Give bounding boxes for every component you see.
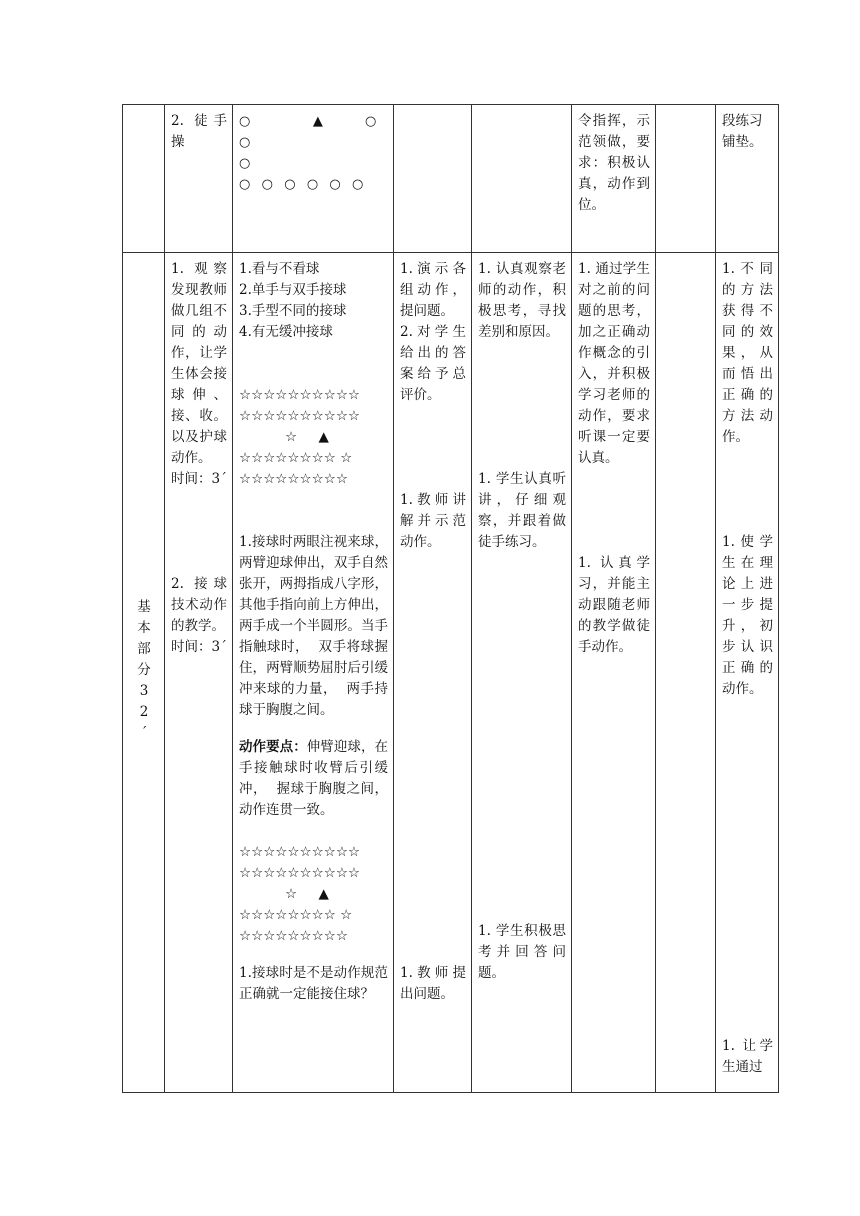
teacher-activity: 1.教师讲解并示范动作。 [400, 492, 466, 550]
table-row [123, 253, 779, 1093]
formation-line: ☆☆☆☆☆☆☆☆ ☆ [239, 907, 353, 923]
method-list-item: 3.手型不同的接球 [239, 303, 347, 319]
content-text: 2. 徒手操 [171, 113, 227, 150]
student-cell [472, 253, 572, 1093]
method-explanation: 1.接球时两眼注视来球，两臂迎球伸出，双手自然张开，两拇指成八字形，其他手指向前上方伸出， 两手成一个半圆形。当手指触球时， 双手将球握住，两臂顺势屈肘后引缓冲来球的力量， 两手持球于胸腹之间。 [239, 534, 397, 718]
requirement-cell [572, 253, 656, 1093]
content-item: 2. 接球技术动作的教学。 [171, 576, 227, 634]
formation-line: ○ ▲ ○ [239, 114, 378, 129]
key-points [239, 737, 388, 821]
formation-line: ☆☆☆☆☆☆☆☆☆☆ [239, 408, 361, 424]
purpose-cell [716, 253, 779, 1093]
requirement-text: 1. 通过学生对之前的问题的思考，加之正确动作概念的引入，并积极学习老师的动作，要求听课一定要认真。 [578, 261, 650, 466]
teacher-cell [394, 253, 472, 1093]
purpose-text: 1.使学生在理论上进一步提升，初步认识正确的动作。 [722, 534, 773, 697]
method-question: 1.接球时是不是动作规范正确就一定能接住球？ [239, 965, 388, 1002]
purpose-cell [716, 105, 779, 253]
teacher-cell [394, 105, 472, 253]
method-list-item: 1.看与不看球 [239, 261, 320, 277]
purpose-text: 段练习铺垫。 [722, 113, 763, 150]
formation-line: ☆☆☆☆☆☆☆☆☆ [239, 471, 348, 487]
lesson-plan-table [122, 104, 779, 1093]
content-cell [165, 253, 233, 1093]
formation-line: ☆ ▲ [285, 886, 329, 902]
requirement-text: 令指挥，示范领做，要求：积极认真，动作到位。 [578, 113, 650, 213]
requirement-text: 1. 认真学习，并能主动跟随老师的教学做徒手动作。 [578, 555, 650, 655]
section-label-cell [123, 253, 165, 1093]
time-label: 时间：3´ [171, 639, 227, 655]
teacher-activity: 1.演示各组动作，提问题。 [400, 261, 466, 319]
time-label: 时间：3´ [171, 471, 227, 487]
formation-line: ○ ○ [239, 135, 396, 171]
formation-line: ☆☆☆☆☆☆☆☆☆☆ [239, 865, 361, 881]
empty-cell [656, 253, 716, 1093]
key-points-label: 动作要点： [239, 739, 307, 755]
method-cell [233, 253, 397, 1093]
formation-line: ☆ ▲ [285, 429, 329, 445]
content-cell [165, 105, 233, 253]
formation-line: ○ ○ ○ ○ ○ ○ [239, 177, 365, 192]
section-label: 基本部分32´ [137, 599, 151, 741]
formation-line: ☆☆☆☆☆☆☆☆☆☆ [239, 844, 361, 860]
method-list-item: 2.单手与双手接球 [239, 282, 347, 298]
key-points-text: 伸臂迎球，在手接触球时收臂后引缓冲， 握球于胸腹之间，动作连贯一致。 [239, 739, 388, 818]
student-cell [472, 105, 572, 253]
method-list-item: 4.有无缓冲接球 [239, 324, 333, 340]
student-activity: 1. 学生认真听讲，仔细观察，并跟着做徒手练习。 [478, 471, 566, 550]
section-cell [123, 105, 165, 253]
formation-line: ☆☆☆☆☆☆☆☆ ☆ [239, 450, 353, 466]
requirement-cell [572, 105, 656, 253]
teacher-activity: 2.对学生给出的答案给予总评价。 [400, 324, 466, 403]
empty-cell [656, 105, 716, 253]
purpose-text: 1. 让学生通过 [722, 1038, 773, 1075]
formation-line: ☆☆☆☆☆☆☆☆☆ [239, 928, 348, 944]
student-activity: 1. 学生积极思考并回答问题。 [478, 923, 566, 981]
content-item: 1. 观察发现教师做几组不同的动作，让学生体会接球伸、接、收。以及护球动作。 [171, 261, 227, 466]
formation-cell [233, 105, 394, 253]
table-row [123, 105, 779, 253]
purpose-text: 1.不同的方法获得不同的效果，从而悟出正确的方法动作。 [722, 261, 773, 445]
teacher-activity: 1.教师提出问题。 [400, 965, 466, 1002]
student-activity: 1. 认真观察老师的动作，积极思考，寻找差别和原因。 [478, 261, 566, 340]
formation-line: ☆☆☆☆☆☆☆☆☆☆ [239, 387, 361, 403]
